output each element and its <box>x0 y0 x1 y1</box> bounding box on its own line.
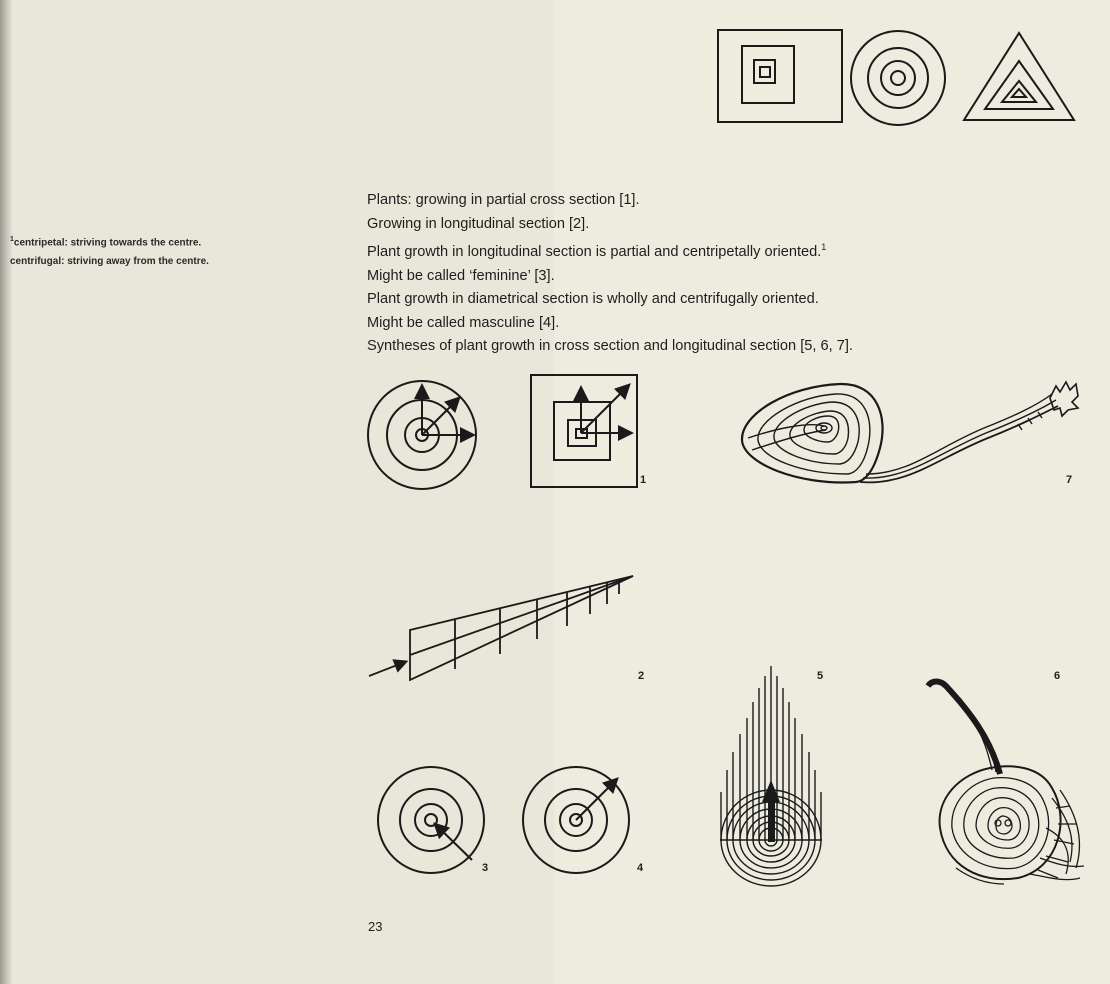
nested-circle-mid <box>868 48 928 108</box>
figure-2 <box>365 572 645 692</box>
footnote-line-1: centripetal: striving towards the centre. <box>13 237 202 249</box>
nested-circle-inner <box>881 61 915 95</box>
figure-3-label: 3 <box>482 862 489 874</box>
footnote-line-2: centrifugal: striving away from the centre. <box>10 256 209 268</box>
nested-triangle-inner <box>1002 81 1036 102</box>
nested-shapes-figure <box>712 25 1104 127</box>
body-line-6: Might be called masculine [4]. <box>367 314 560 331</box>
figure-5-label: 5 <box>817 670 824 682</box>
body-line-7: Syntheses of plant growth in cross section and longitudinal section [5, 6, 7]. <box>367 338 853 355</box>
figure-7 <box>738 378 1083 490</box>
figure-1 <box>360 370 650 495</box>
nested-square-mid <box>742 46 794 103</box>
nested-square-outer <box>718 30 842 122</box>
nested-square-inner <box>754 60 775 83</box>
figure-4-label: 4 <box>637 862 644 874</box>
body-line-5: Plant growth in diametrical section is wholly and centrifugally oriented. <box>367 291 819 308</box>
body-line-3: Plant growth in longitudinal section is partial and centripetally oriented. <box>367 244 822 261</box>
figure-5 <box>718 660 828 890</box>
figure-6 <box>920 678 1090 888</box>
nested-triangle-outer <box>964 33 1074 120</box>
body-line-4: Might be called ‘feminine’ [3]. <box>367 267 555 284</box>
figure-7-label: 7 <box>1066 474 1073 486</box>
body-line-3-marker: 1 <box>821 242 827 253</box>
nested-circle-outer <box>851 31 945 125</box>
footnote-marker: 1 <box>10 236 14 243</box>
page-number: 23 <box>368 919 383 934</box>
body-line-2: Growing in longitudinal section [2]. <box>367 215 590 232</box>
figure-2-label: 2 <box>638 670 645 682</box>
body-text <box>367 189 1087 359</box>
figures-3-4 <box>376 752 676 887</box>
figure-1-label: 1 <box>640 474 647 486</box>
footnote <box>10 230 330 271</box>
body-line-1: Plants: growing in partial cross section [1]. <box>367 192 640 208</box>
nested-triangle-core <box>1012 89 1026 97</box>
figure-6-label: 6 <box>1054 670 1061 682</box>
page-gutter <box>0 0 14 984</box>
nested-square-core <box>760 67 770 77</box>
nested-circle-core <box>891 71 905 85</box>
